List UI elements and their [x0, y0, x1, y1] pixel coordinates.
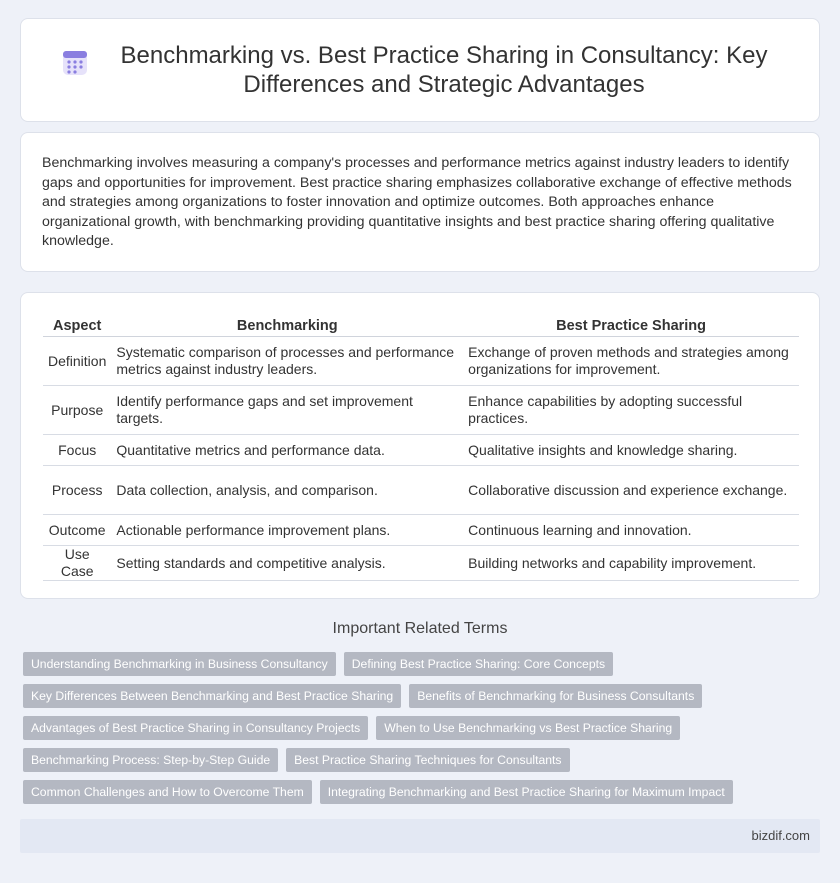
cell-benchmarking: Quantitative metrics and performance data.: [111, 435, 463, 466]
table-row: [43, 337, 799, 386]
table-row: [43, 546, 799, 581]
related-term-tag[interactable]: When to Use Benchmarking vs Best Practice Sharing: [376, 716, 680, 740]
table-row: [43, 386, 799, 435]
related-term-tag[interactable]: Best Practice Sharing Techniques for Consultants: [286, 748, 569, 772]
cell-benchmarking: Setting standards and competitive analysis.: [111, 546, 463, 581]
tag-row: [23, 684, 823, 708]
cell-benchmarking: Actionable performance improvement plans.: [111, 515, 463, 546]
comparison-card: [20, 292, 820, 599]
table-row: [43, 515, 799, 546]
cell-benchmarking: Data collection, analysis, and comparison.: [111, 466, 463, 515]
intro-card: [20, 132, 820, 272]
related-term-tag[interactable]: Understanding Benchmarking in Business Consultancy: [23, 652, 336, 676]
title-card: [20, 18, 820, 122]
cell-best-practice: Continuous learning and innovation.: [463, 515, 799, 546]
header-best-practice: Best Practice Sharing: [463, 317, 799, 337]
comparison-table: [43, 317, 799, 581]
table-header-row: [43, 317, 799, 337]
related-term-tag[interactable]: Integrating Benchmarking and Best Practice Sharing for Maximum Impact: [320, 780, 733, 804]
cell-aspect: Purpose: [43, 386, 111, 435]
related-term-tag[interactable]: Advantages of Best Practice Sharing in Consultancy Projects: [23, 716, 368, 740]
table-row: [43, 435, 799, 466]
footer-site-link[interactable]: bizdif.com: [751, 828, 810, 843]
cell-best-practice: Building networks and capability improvement.: [463, 546, 799, 581]
cell-aspect: Process: [43, 466, 111, 515]
related-terms-list: [23, 652, 823, 812]
cell-aspect: Outcome: [43, 515, 111, 546]
tag-row: [23, 652, 823, 676]
table-row: [43, 466, 799, 515]
tag-row: [23, 748, 823, 772]
related-term-tag[interactable]: Defining Best Practice Sharing: Core Concepts: [344, 652, 613, 676]
related-terms-title: Important Related Terms: [332, 620, 508, 637]
calendar-grid-icon: [61, 49, 89, 77]
footer: [20, 819, 820, 853]
cell-aspect: Definition: [43, 337, 111, 386]
cell-benchmarking: Identify performance gaps and set improvement targets.: [111, 386, 463, 435]
tag-row: [23, 780, 823, 804]
cell-aspect: Focus: [43, 435, 111, 466]
related-term-tag[interactable]: Common Challenges and How to Overcome Them: [23, 780, 312, 804]
cell-best-practice: Enhance capabilities by adopting successful practices.: [463, 386, 799, 435]
cell-best-practice: Qualitative insights and knowledge sharing.: [463, 435, 799, 466]
page-title: Benchmarking vs. Best Practice Sharing in Consultancy: Key Differences and Strategic Advantages: [120, 42, 768, 98]
cell-benchmarking: Systematic comparison of processes and performance metrics against industry leaders.: [111, 337, 463, 386]
related-term-tag[interactable]: Benefits of Benchmarking for Business Consultants: [409, 684, 702, 708]
related-term-tag[interactable]: Benchmarking Process: Step-by-Step Guide: [23, 748, 278, 772]
header-aspect: Aspect: [43, 317, 111, 337]
header-benchmarking: Benchmarking: [111, 317, 463, 337]
related-term-tag[interactable]: Key Differences Between Benchmarking and Best Practice Sharing: [23, 684, 401, 708]
cell-best-practice: Collaborative discussion and experience exchange.: [463, 466, 799, 515]
cell-best-practice: Exchange of proven methods and strategies among organizations for improvement.: [463, 337, 799, 386]
cell-aspect: Use Case: [43, 546, 111, 581]
tag-row: [23, 716, 823, 740]
intro-paragraph: Benchmarking involves measuring a company's processes and performance metrics against industry leaders to identify gaps and opportunities for improvement. Best practice sharing emphasizes collaborative exchange of effective methods and strategies among organizations to foster innovation and optimize outcomes. Both approaches enhance organizational growth, with benchmarking providing quantitative insights and best practice sharing offering qualitative knowledge.: [42, 155, 792, 250]
